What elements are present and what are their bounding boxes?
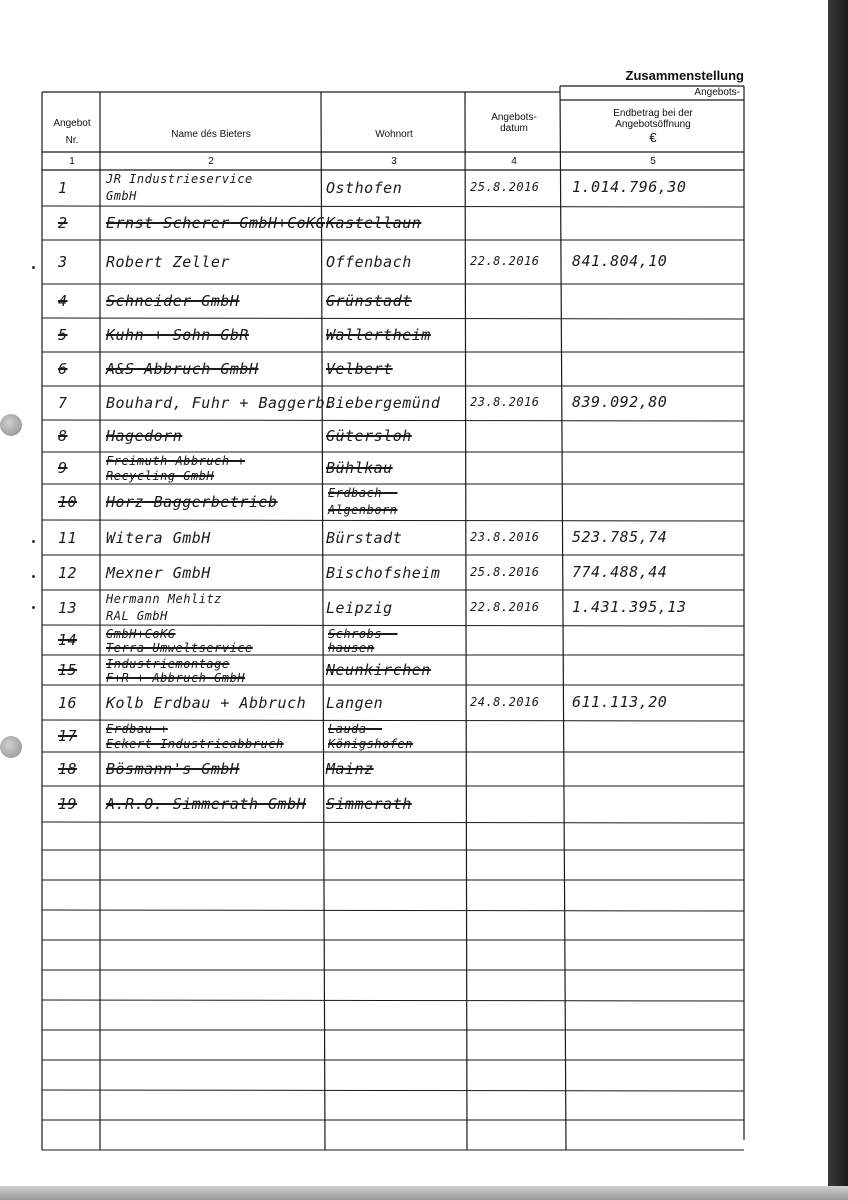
row-number: 15 (58, 661, 78, 679)
bidder-name-line1: GmbH+CoKG (106, 627, 176, 641)
row-number: 8 (58, 427, 68, 445)
bidder-city: Bürstadt (326, 528, 403, 547)
bidder-name: Hagedorn (106, 427, 183, 445)
row-number: 6 (58, 360, 68, 378)
row-line (42, 1000, 744, 1001)
row-line (42, 720, 744, 721)
row-number: 17 (58, 727, 78, 745)
bidder-name: Mexner GmbH (106, 563, 211, 582)
bidder-city: Leipzig (326, 598, 393, 617)
row-number: 19 (58, 795, 78, 813)
row-number: 10 (58, 493, 78, 511)
row-number: 9 (58, 459, 68, 477)
header-wohnort: Wohnort (375, 129, 413, 140)
bidder-city: Kastellaun (326, 214, 422, 232)
bidder-name: Bouhard, Fuhr + Baggerb. (106, 394, 335, 412)
bid-amount: 523.785,74 (572, 527, 668, 546)
bid-amount: 611.113,20 (572, 692, 668, 711)
bidder-city-line2: Algenborn (328, 503, 398, 517)
bidder-name: Robert Zeller (106, 253, 230, 271)
bidder-city-line2: Königshofen (328, 737, 413, 751)
bidder-name-line2: Recycling GmbH (106, 469, 215, 483)
bidder-name: Kuhn + Sohn GbR (106, 326, 249, 344)
bidder-name-line2: RAL GmbH (106, 608, 168, 623)
bidder-city: Mainz (326, 760, 374, 778)
header-name-bieter: Name dés Bieters (171, 129, 251, 140)
column-number-5: 5 (650, 156, 656, 167)
bidder-city: Osthofen (326, 179, 403, 197)
row-line (42, 318, 744, 319)
row-line (42, 520, 744, 521)
bid-amount: 1.431.395,13 (572, 597, 687, 616)
bidder-name-line1: Industriemontage (106, 657, 230, 671)
bidder-city: Neunkirchen (326, 661, 431, 679)
row-line (42, 420, 744, 421)
row-line (42, 625, 744, 626)
row-number: 7 (58, 394, 68, 412)
header-angebot-nr: Angebot Nr. (53, 118, 91, 146)
bidder-city: Velbert (326, 360, 393, 378)
bidder-name-line1: Freimuth Abbruch + (106, 454, 246, 468)
bidder-city: Langen (326, 693, 384, 712)
bid-amount: 774.488,44 (572, 562, 668, 581)
bidder-name-line2: GmbH (106, 189, 137, 203)
row-number: 13 (58, 598, 78, 617)
bid-date: 24.8.2016 (470, 694, 540, 709)
column-number-4: 4 (511, 156, 517, 167)
row-number: 3 (58, 253, 68, 271)
bidder-city-line1: Lauda - (328, 722, 383, 736)
bidder-city: Bühlkau (326, 459, 393, 477)
row-number: 11 (58, 528, 78, 547)
bidder-name: A&S Abbruch GmbH (106, 360, 259, 378)
bidder-city-line1: Schrobs - (328, 627, 398, 641)
row-number: 4 (58, 292, 68, 310)
row-number: 2 (58, 214, 68, 232)
header-endbetrag: Endbetrag bei der Angebotsöffnung € (613, 108, 693, 145)
bidder-name: Ernst Scherer GmbH+CoKG (106, 214, 326, 232)
bidder-city: Bischofsheim (326, 563, 441, 582)
bid-date: 22.8.2016 (470, 254, 540, 268)
bidder-city: Biebergemünd (326, 394, 441, 412)
bid-date: 23.8.2016 (470, 395, 540, 409)
row-number: 14 (58, 631, 78, 649)
row-number: 16 (58, 693, 78, 712)
bidder-name-line1: Erdbau + (106, 722, 168, 736)
bidder-city: Offenbach (326, 253, 412, 271)
bid-amount: 1.014.796,30 (572, 178, 687, 196)
row-line (42, 1090, 744, 1091)
bidder-name: Bösmann's GmbH (106, 760, 240, 778)
column-number-3: 3 (391, 156, 397, 167)
bidder-name-line1: JR Industrieservice (106, 172, 253, 186)
column-number-2: 2 (208, 156, 214, 167)
bid-amount: 841.804,10 (572, 252, 668, 270)
bidder-city: Grünstadt (326, 292, 412, 310)
bidder-name: Schneider GmbH (106, 292, 240, 310)
bidder-name: A.R.O. Simmerath GmbH (106, 795, 307, 813)
bidder-city: Simmerath (326, 795, 412, 813)
bidder-city-line1: Erdbach - (328, 486, 398, 500)
header-angebotsdatum: Angebots- datum (491, 112, 537, 134)
bid-date: 25.8.2016 (470, 180, 540, 194)
column-number-1: 1 (69, 156, 75, 167)
row-number: 12 (58, 563, 78, 582)
bidder-city: Wallertheim (326, 326, 431, 344)
bid-date: 23.8.2016 (470, 529, 540, 544)
bidder-name-line2: F+R + Abbruch GmbH (106, 671, 246, 685)
bidder-name: Kolb Erdbau + Abbruch (106, 693, 307, 712)
bid-date: 25.8.2016 (470, 564, 540, 579)
row-number: 5 (58, 326, 68, 344)
row-number: 1 (58, 179, 68, 197)
bidder-name: Witera GmbH (106, 528, 211, 547)
header-angebots-group: Angebots- (694, 87, 740, 98)
bidder-name-line2: Eckert Industrieabbruch (106, 737, 284, 751)
row-line (42, 206, 744, 207)
bidder-name-line2: Terra Umweltservice (106, 641, 253, 655)
bidder-name: Horz Baggerbetrieb (106, 493, 278, 511)
row-number: 18 (58, 760, 78, 778)
row-line (42, 910, 744, 911)
bidder-city: Gütersloh (326, 427, 412, 445)
row-line (42, 822, 744, 823)
document-title: Zusammenstellung (625, 68, 744, 83)
bidder-name-line1: Hermann Mehlitz (106, 592, 222, 606)
bid-amount: 839.092,80 (572, 393, 668, 411)
bidder-city-line2: hausen (328, 641, 375, 655)
bid-date: 22.8.2016 (470, 599, 540, 614)
